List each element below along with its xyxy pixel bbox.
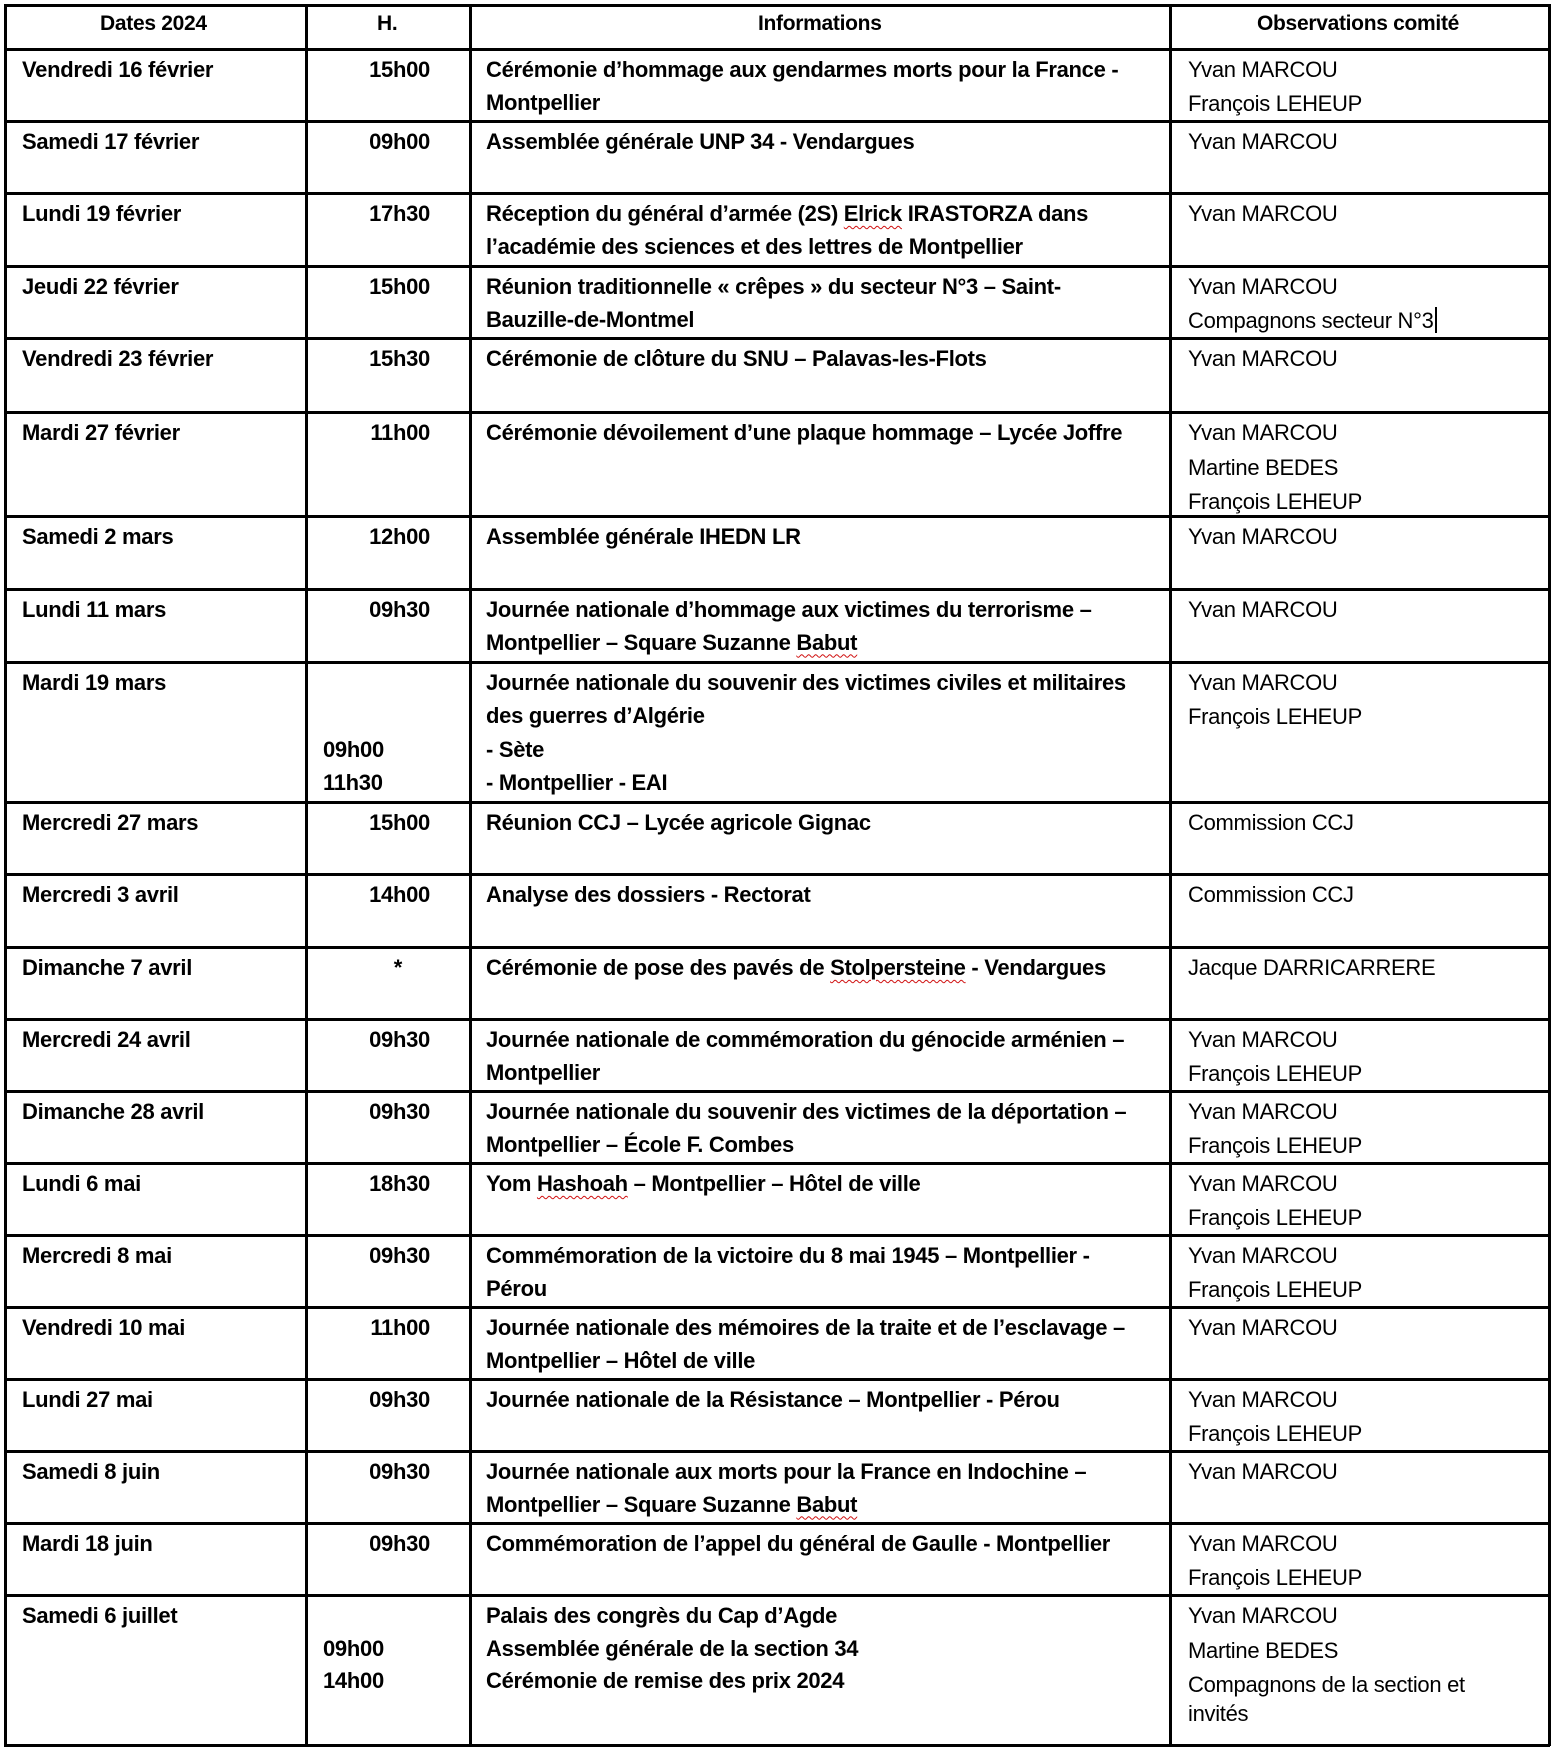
info-line: Palais des congrès du Cap d’Agde (486, 1603, 838, 1628)
row-divider (4, 1744, 1550, 1747)
observation-line: Yvan MARCOU (1188, 1099, 1338, 1124)
info-line: Assemblée générale IHEDN LR (486, 524, 801, 549)
date-cell: Mercredi 27 mars (22, 810, 199, 835)
observation-line: Yvan MARCOU (1188, 524, 1338, 549)
time-cell: 09h30 (369, 1531, 430, 1556)
table-row (0, 340, 1556, 411)
info-line: Réception du général d’armée (2S) Elrick IRASTORZA dans (486, 201, 1089, 226)
header-hour: H. (377, 12, 398, 35)
date-cell: Mercredi 3 avril (22, 882, 179, 907)
info-line: Journée nationale d’hommage aux victimes du terrorisme – (486, 597, 1092, 622)
info-line: Commémoration de l’appel du général de Gaulle - Montpellier (486, 1531, 1111, 1556)
observation-line: Compagnons secteur N°3 (1188, 307, 1437, 335)
observation-line: François LEHEUP (1188, 1133, 1363, 1158)
observation-line: Compagnons de la section et (1188, 1672, 1465, 1697)
observation-line: Yvan MARCOU (1188, 1315, 1338, 1340)
time-cell: 09h30 (369, 1099, 430, 1124)
table-row (0, 51, 1556, 120)
time-cell: 15h00 (369, 810, 430, 835)
date-cell: Vendredi 10 mai (22, 1315, 186, 1340)
header-informations: Informations (758, 12, 882, 35)
date-cell: Mardi 19 mars (22, 670, 167, 695)
info-line: Cérémonie de remise des prix 2024 (486, 1668, 845, 1693)
info-line: Cérémonie de pose des pavés de Stolpersteine - Vendargues (486, 955, 1106, 980)
table-row (0, 268, 1556, 337)
table-row (0, 591, 1556, 661)
info-line: Montpellier – Hôtel de ville (486, 1347, 756, 1373)
info-line: Réunion traditionnelle « crêpes » du secteur N°3 – Saint- (486, 274, 1061, 299)
observation-line: Yvan MARCOU (1188, 1603, 1338, 1628)
table-row (0, 1237, 1556, 1306)
table-row (0, 1525, 1556, 1594)
observation-line: François LEHEUP (1188, 1205, 1363, 1230)
row-divider (4, 4, 1550, 7)
time-cell: 09h00 (369, 129, 430, 154)
observation-line: Yvan MARCOU (1188, 1243, 1338, 1268)
time-cell: 11h00 (370, 1315, 430, 1340)
observation-line: Yvan MARCOU (1188, 1531, 1338, 1556)
time-cell: 18h30 (369, 1171, 430, 1196)
time-cell: 15h30 (369, 346, 430, 371)
info-line: - Montpellier - EAI (486, 769, 668, 795)
table-row (0, 664, 1556, 801)
date-cell: Samedi 2 mars (22, 524, 174, 549)
time-cell: 09h30 (369, 1243, 430, 1268)
date-cell: Lundi 11 mars (22, 597, 167, 622)
info-line: Analyse des dossiers - Rectorat (486, 882, 811, 907)
info-line: l’académie des sciences et des lettres de Montpellier (486, 233, 1023, 259)
observation-line: Yvan MARCOU (1188, 129, 1338, 154)
observation-line: Jacque DARRICARRERE (1188, 955, 1436, 980)
info-line: Yom Hashoah – Montpellier – Hôtel de ville (486, 1171, 921, 1196)
date-cell: Mardi 18 juin (22, 1531, 153, 1556)
observation-line: François LEHEUP (1188, 704, 1363, 729)
date-cell: Dimanche 28 avril (22, 1099, 204, 1124)
info-line: Bauzille-de-Montmel (486, 306, 695, 332)
observation-line: Yvan MARCOU (1188, 346, 1338, 371)
date-cell: Mercredi 8 mai (22, 1243, 172, 1268)
observation-line: François LEHEUP (1188, 91, 1363, 116)
info-line: Assemblée générale de la section 34 (486, 1635, 859, 1661)
time-cell: 09h00 (323, 1635, 384, 1661)
observation-line: François LEHEUP (1188, 1565, 1363, 1590)
date-cell: Vendredi 23 février (22, 346, 214, 371)
observation-line: Commission CCJ (1188, 810, 1354, 835)
observation-line: François LEHEUP (1188, 1277, 1363, 1302)
date-cell: Lundi 19 février (22, 201, 182, 226)
table-row (0, 414, 1556, 515)
observation-line: invités (1188, 1701, 1249, 1726)
observation-line: Yvan MARCOU (1188, 1459, 1338, 1484)
info-line: Journée nationale aux morts pour la France en Indochine – (486, 1459, 1087, 1484)
observation-line: Yvan MARCOU (1188, 201, 1338, 226)
info-line: Pérou (486, 1275, 547, 1301)
info-line: Montpellier – Square Suzanne Babut (486, 1491, 858, 1517)
observation-line: Commission CCJ (1188, 882, 1354, 907)
date-cell: Vendredi 16 février (22, 57, 214, 82)
date-cell: Samedi 17 février (22, 129, 200, 154)
time-cell: 09h30 (369, 597, 430, 622)
table-row (0, 1453, 1556, 1522)
time-cell: 09h30 (369, 1459, 430, 1484)
table-row (0, 876, 1556, 946)
table-row (0, 123, 1556, 192)
info-line: - Sète (486, 737, 545, 762)
observation-line: Yvan MARCOU (1188, 670, 1338, 695)
table-row (0, 1597, 1556, 1744)
table-row (0, 1093, 1556, 1162)
info-line: Montpellier (486, 1059, 601, 1085)
info-line: Journée nationale du souvenir des victimes de la déportation – (486, 1099, 1127, 1124)
info-line: Montpellier – École F. Combes (486, 1131, 794, 1157)
time-cell: 17h30 (369, 201, 430, 226)
info-line: des guerres d’Algérie (486, 702, 705, 728)
time-cell: 12h00 (369, 524, 430, 549)
spellcheck-underline: Babut (796, 629, 858, 655)
info-line: Assemblée générale UNP 34 - Vendargues (486, 129, 915, 154)
observation-line: François LEHEUP (1188, 1421, 1363, 1446)
time-cell: 15h00 (369, 57, 430, 82)
info-line: Journée nationale de la Résistance – Montpellier - Pérou (486, 1387, 1060, 1412)
table-row (0, 949, 1556, 1018)
info-line: Cérémonie d’hommage aux gendarmes morts pour la France - (486, 57, 1119, 82)
info-line: Réunion CCJ – Lycée agricole Gignac (486, 810, 871, 835)
time-cell: 14h00 (369, 882, 430, 907)
time-cell: 09h30 (369, 1387, 430, 1412)
observation-line: Yvan MARCOU (1188, 1171, 1338, 1196)
spellcheck-underline: Hashoah (536, 1171, 628, 1196)
table-row (0, 518, 1556, 588)
observation-line: Yvan MARCOU (1188, 1387, 1338, 1412)
date-cell: Samedi 6 juillet (22, 1603, 178, 1628)
table-row (0, 1021, 1556, 1090)
observation-line: Martine BEDES (1188, 1637, 1339, 1663)
observation-line: Yvan MARCOU (1188, 57, 1338, 82)
info-line: Journée nationale de commémoration du génocide arménien – (486, 1027, 1125, 1052)
time-cell: 15h00 (369, 274, 430, 299)
time-cell: 14h00 (323, 1668, 384, 1693)
observation-line: Yvan MARCOU (1188, 274, 1338, 299)
observation-line: Martine BEDES (1188, 454, 1339, 480)
time-cell: 09h00 (323, 737, 384, 762)
date-cell: Samedi 8 juin (22, 1459, 160, 1484)
header-date: Dates 2024 (100, 12, 207, 35)
observation-line: François LEHEUP (1188, 489, 1363, 514)
date-cell: Mercredi 24 avril (22, 1027, 191, 1052)
table-row (0, 804, 1556, 873)
spellcheck-underline: Elrick (843, 201, 902, 226)
table-row (0, 1381, 1556, 1450)
info-line: Journée nationale du souvenir des victimes civiles et militaires (486, 670, 1126, 695)
table-row (0, 1165, 1556, 1234)
header-observations: Observations comité (1257, 12, 1460, 35)
observation-line: François LEHEUP (1188, 1061, 1363, 1086)
info-line: Commémoration de la victoire du 8 mai 1945 – Montpellier - (486, 1243, 1090, 1268)
date-cell: Lundi 6 mai (22, 1171, 141, 1196)
text-cursor (1435, 307, 1437, 333)
table-row (0, 195, 1556, 265)
time-cell: 09h30 (369, 1027, 430, 1052)
date-cell: Jeudi 22 février (22, 274, 179, 299)
info-line: Journée nationale des mémoires de la traite et de l’esclavage – (486, 1315, 1125, 1340)
info-line: Cérémonie dévoilement d’une plaque hommage – Lycée Joffre (486, 420, 1123, 445)
observation-line: Yvan MARCOU (1188, 597, 1338, 622)
info-line: Montpellier (486, 89, 601, 115)
time-cell: 11h00 (370, 420, 430, 445)
info-line: Montpellier – Square Suzanne Babut (486, 629, 858, 655)
time-cell: * (393, 955, 402, 980)
date-cell: Mardi 27 février (22, 420, 180, 445)
date-cell: Lundi 27 mai (22, 1387, 153, 1412)
observation-line: Yvan MARCOU (1188, 1027, 1338, 1052)
spellcheck-underline: Babut (796, 1491, 858, 1517)
spellcheck-underline: Stolpersteine (830, 955, 966, 980)
date-cell: Dimanche 7 avril (22, 955, 193, 980)
observation-line: Yvan MARCOU (1188, 420, 1338, 445)
time-cell: 11h30 (323, 769, 383, 795)
table-row (0, 1309, 1556, 1378)
info-line: Cérémonie de clôture du SNU – Palavas-les-Flots (486, 346, 987, 371)
